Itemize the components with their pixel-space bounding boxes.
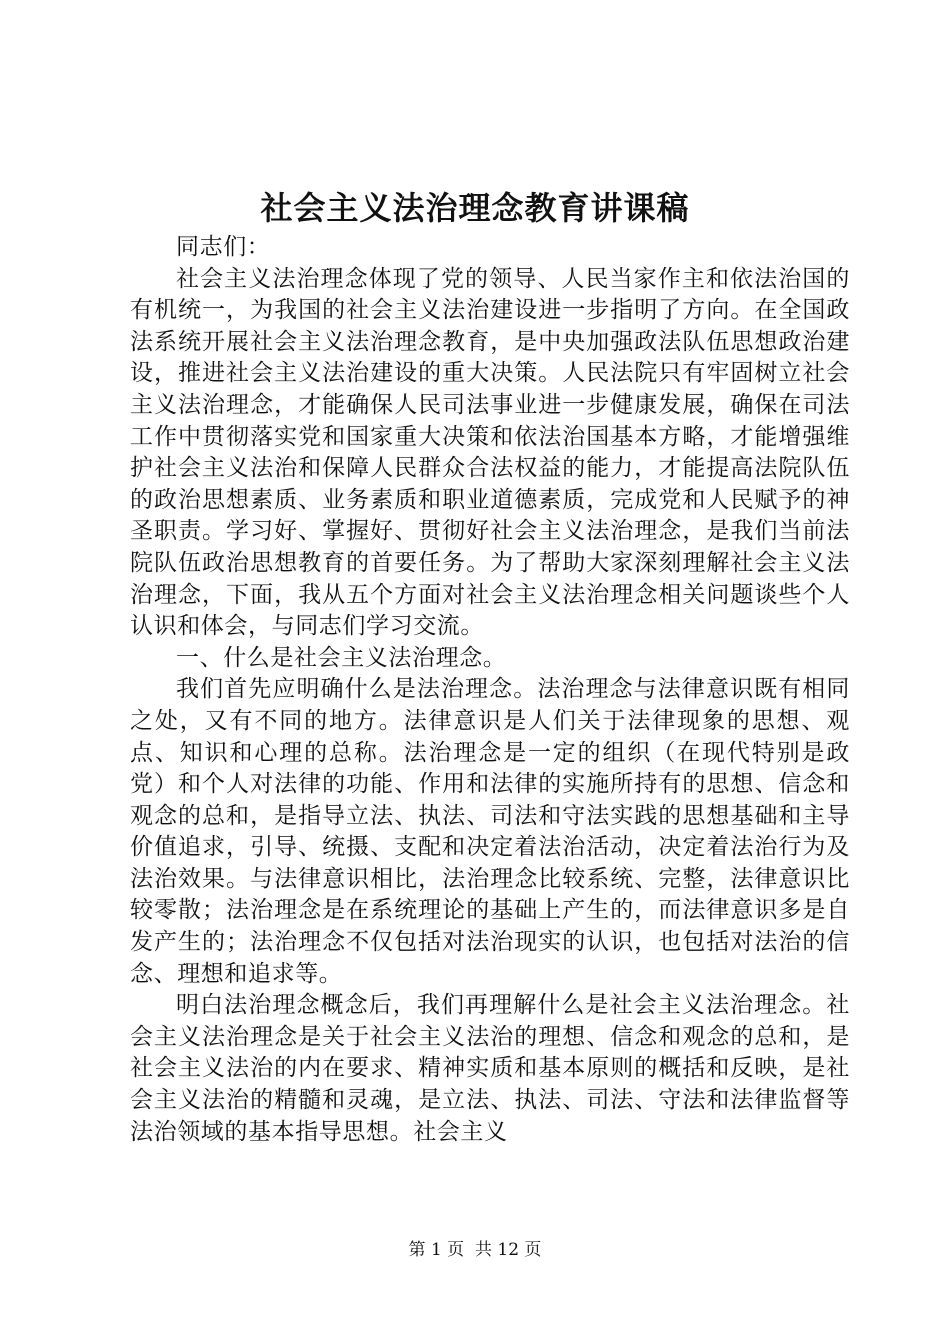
document-body — [130, 232, 850, 1148]
page-footer — [0, 1238, 950, 1262]
page-number: 第 1 页 — [408, 1240, 465, 1260]
section-heading: 一、什么是社会主义法治理念。 — [176, 644, 507, 671]
body-paragraph: 我们首先应明确什么是法治理念。法治理念与法律意识既有相同之处，又有不同的地方。法律意识是人们关于法律现象的思想、观点、知识和心理的总称。法治理念是一定的组织（在现代特别是政党）和个人对法律的功能、作用和法律的实施所持有的思想、信念和观念的总和，是指导立法、执法、司法和守法实践的思想基础和主导价值追求，引导、统摄、支配和决定着法治活动，决定着法治行为及法治效果。与法律意识相比，法治理念比较系统、完整，法律意识比较零散；法治理念是在系统理论的基础上产生的，而法律意识多是自发产生的；法治理念不仅包括对法治现实的认识，也包括对法治的信念、理想和追求等。 — [130, 676, 850, 987]
page-total: 共 12 页 — [474, 1240, 542, 1260]
intro-paragraph: 社会主义法治理念体现了党的领导、人民当家作主和依法治国的有机统一，为我国的社会主义法治建设进一步指明了方向。在全国政法系统开展社会主义法治理念教育，是中央加强政法队伍思想政治建设，推进社会主义法治建设的重大决策。人民法院只有牢固树立社会主义法治理念，才能确保人民司法事业进一步健康发展，确保在司法工作中贯彻落实党和国家重大决策和依法治国基本方略，才能增强维护社会主义法治和保障人民群众合法权益的能力，才能提高法院队伍的政治思想素质、业务素质和职业道德素质，完成党和人民赋予的神圣职责。学习好、掌握好、贯彻好社会主义法治理念，是我们当前法院队伍政治思想教育的首要任务。为了帮助大家深刻理解社会主义法治理念，下面，我从五个方面对社会主义法治理念相关问题谈些个人认识和体会，与同志们学习交流。 — [130, 265, 850, 640]
greeting-paragraph: 同志们： — [176, 234, 271, 260]
document-title: 社会主义法治理念教育讲课稿 — [260, 189, 690, 227]
body-paragraph: 明白法治理念概念后，我们再理解什么是社会主义法治理念。社会主义法治理念是关于社会主义法治的理想、信念和观念的总和，是社会主义法治的内在要求、精神实质和基本原则的概括和反映，是社会主义法治的精髓和灵魂，是立法、执法、司法、守法和法律监督等法治领域的基本指导思想。社会主义 — [130, 992, 850, 1145]
